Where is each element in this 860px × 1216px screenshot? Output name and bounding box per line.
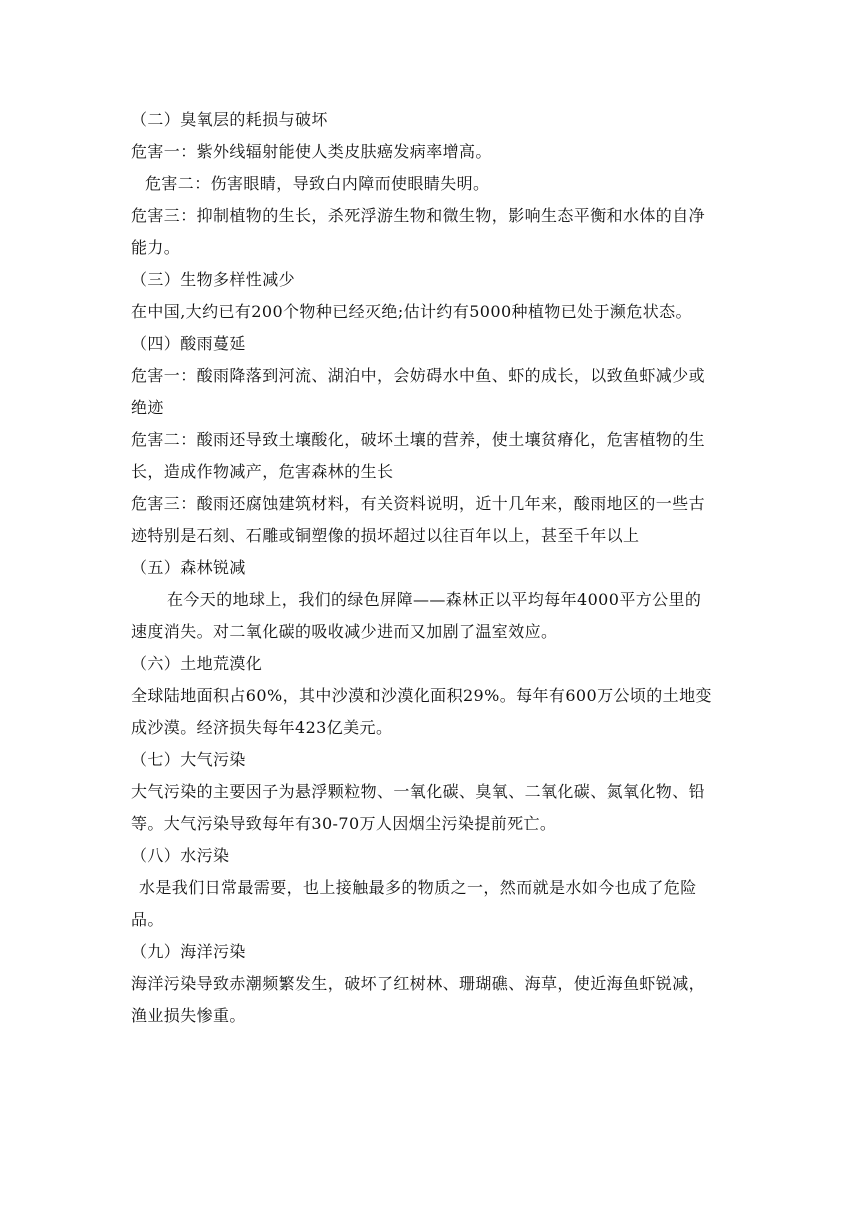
paragraph-line: 危害二：酸雨还导致土壤酸化，破坏土壤的营养，使土壤贫瘠化，危害植物的生 bbox=[131, 430, 706, 449]
paragraph-line: 长，造成作物减产，危害森林的生长 bbox=[131, 462, 394, 481]
paragraph-line: 危害三：酸雨还腐蚀建筑材料，有关资料说明，近十几年来，酸雨地区的一些古 bbox=[131, 494, 706, 513]
document-body bbox=[131, 104, 731, 1032]
paragraph-line: 危害三：抑制植物的生长，杀死浮游生物和微生物，影响生态平衡和水体的自净 bbox=[131, 206, 706, 225]
paragraph-line: 在中国,大约已有200个物种已经灭绝;估计约有5000种植物已处于濒危状态。 bbox=[131, 302, 692, 321]
paragraph-line: 危害一：酸雨降落到河流、湖泊中，会妨碍水中鱼、虾的成长，以致鱼虾减少或 bbox=[131, 366, 706, 385]
paragraph-line: 危害二：伤害眼睛，导致白内障而使眼睛失明。 bbox=[145, 174, 490, 193]
paragraph-line: 渔业损失惨重。 bbox=[131, 1006, 246, 1025]
paragraph-line: 能力。 bbox=[131, 238, 181, 257]
section-heading-2: （二）臭氧层的耗损与破坏 bbox=[131, 110, 328, 129]
paragraph-line: 迹特别是石刻、石雕或铜塑像的损坏超过以往百年以上，甚至千年以上 bbox=[131, 526, 640, 545]
section-heading-8: （八）水污染 bbox=[131, 846, 230, 865]
paragraph-line: 品。 bbox=[131, 910, 164, 929]
paragraph-line: 海洋污染导致赤潮频繁发生，破坏了红树林、珊瑚礁、海草，使近海鱼虾锐减， bbox=[131, 974, 706, 993]
paragraph-line: 危害一：紫外线辐射能使人类皮肤癌发病率增高。 bbox=[131, 142, 492, 161]
paragraph-line: 在今天的地球上，我们的绿色屏障——森林正以平均每年4000平方公里的 bbox=[167, 590, 702, 609]
section-heading-9: （九）海洋污染 bbox=[131, 942, 246, 961]
paragraph-line: 绝迹 bbox=[131, 398, 164, 417]
section-heading-5: （五）森林锐减 bbox=[131, 558, 246, 577]
section-heading-7: （七）大气污染 bbox=[131, 750, 246, 769]
section-heading-4: （四）酸雨蔓延 bbox=[131, 334, 246, 353]
paragraph-line: 水是我们日常最需要，也上接触最多的物质之一，然而就是水如今也成了危险 bbox=[139, 878, 697, 897]
paragraph-line: 全球陆地面积占60%，其中沙漠和沙漠化面积29%。每年有600万公顷的土地变 bbox=[131, 686, 712, 705]
paragraph-line: 大气污染的主要因子为悬浮颗粒物、一氧化碳、臭氧、二氧化碳、氮氧化物、铅 bbox=[131, 782, 706, 801]
section-heading-6: （六）土地荒漠化 bbox=[131, 654, 263, 673]
section-heading-3: （三）生物多样性减少 bbox=[131, 270, 296, 289]
paragraph-line: 速度消失。对二氧化碳的吸收减少进而又加剧了温室效应。 bbox=[131, 622, 558, 641]
paragraph-line: 成沙漠。经济损失每年423亿美元。 bbox=[131, 718, 393, 737]
paragraph-line: 等。大气污染导致每年有30-70万人因烟尘污染提前死亡。 bbox=[131, 814, 557, 833]
